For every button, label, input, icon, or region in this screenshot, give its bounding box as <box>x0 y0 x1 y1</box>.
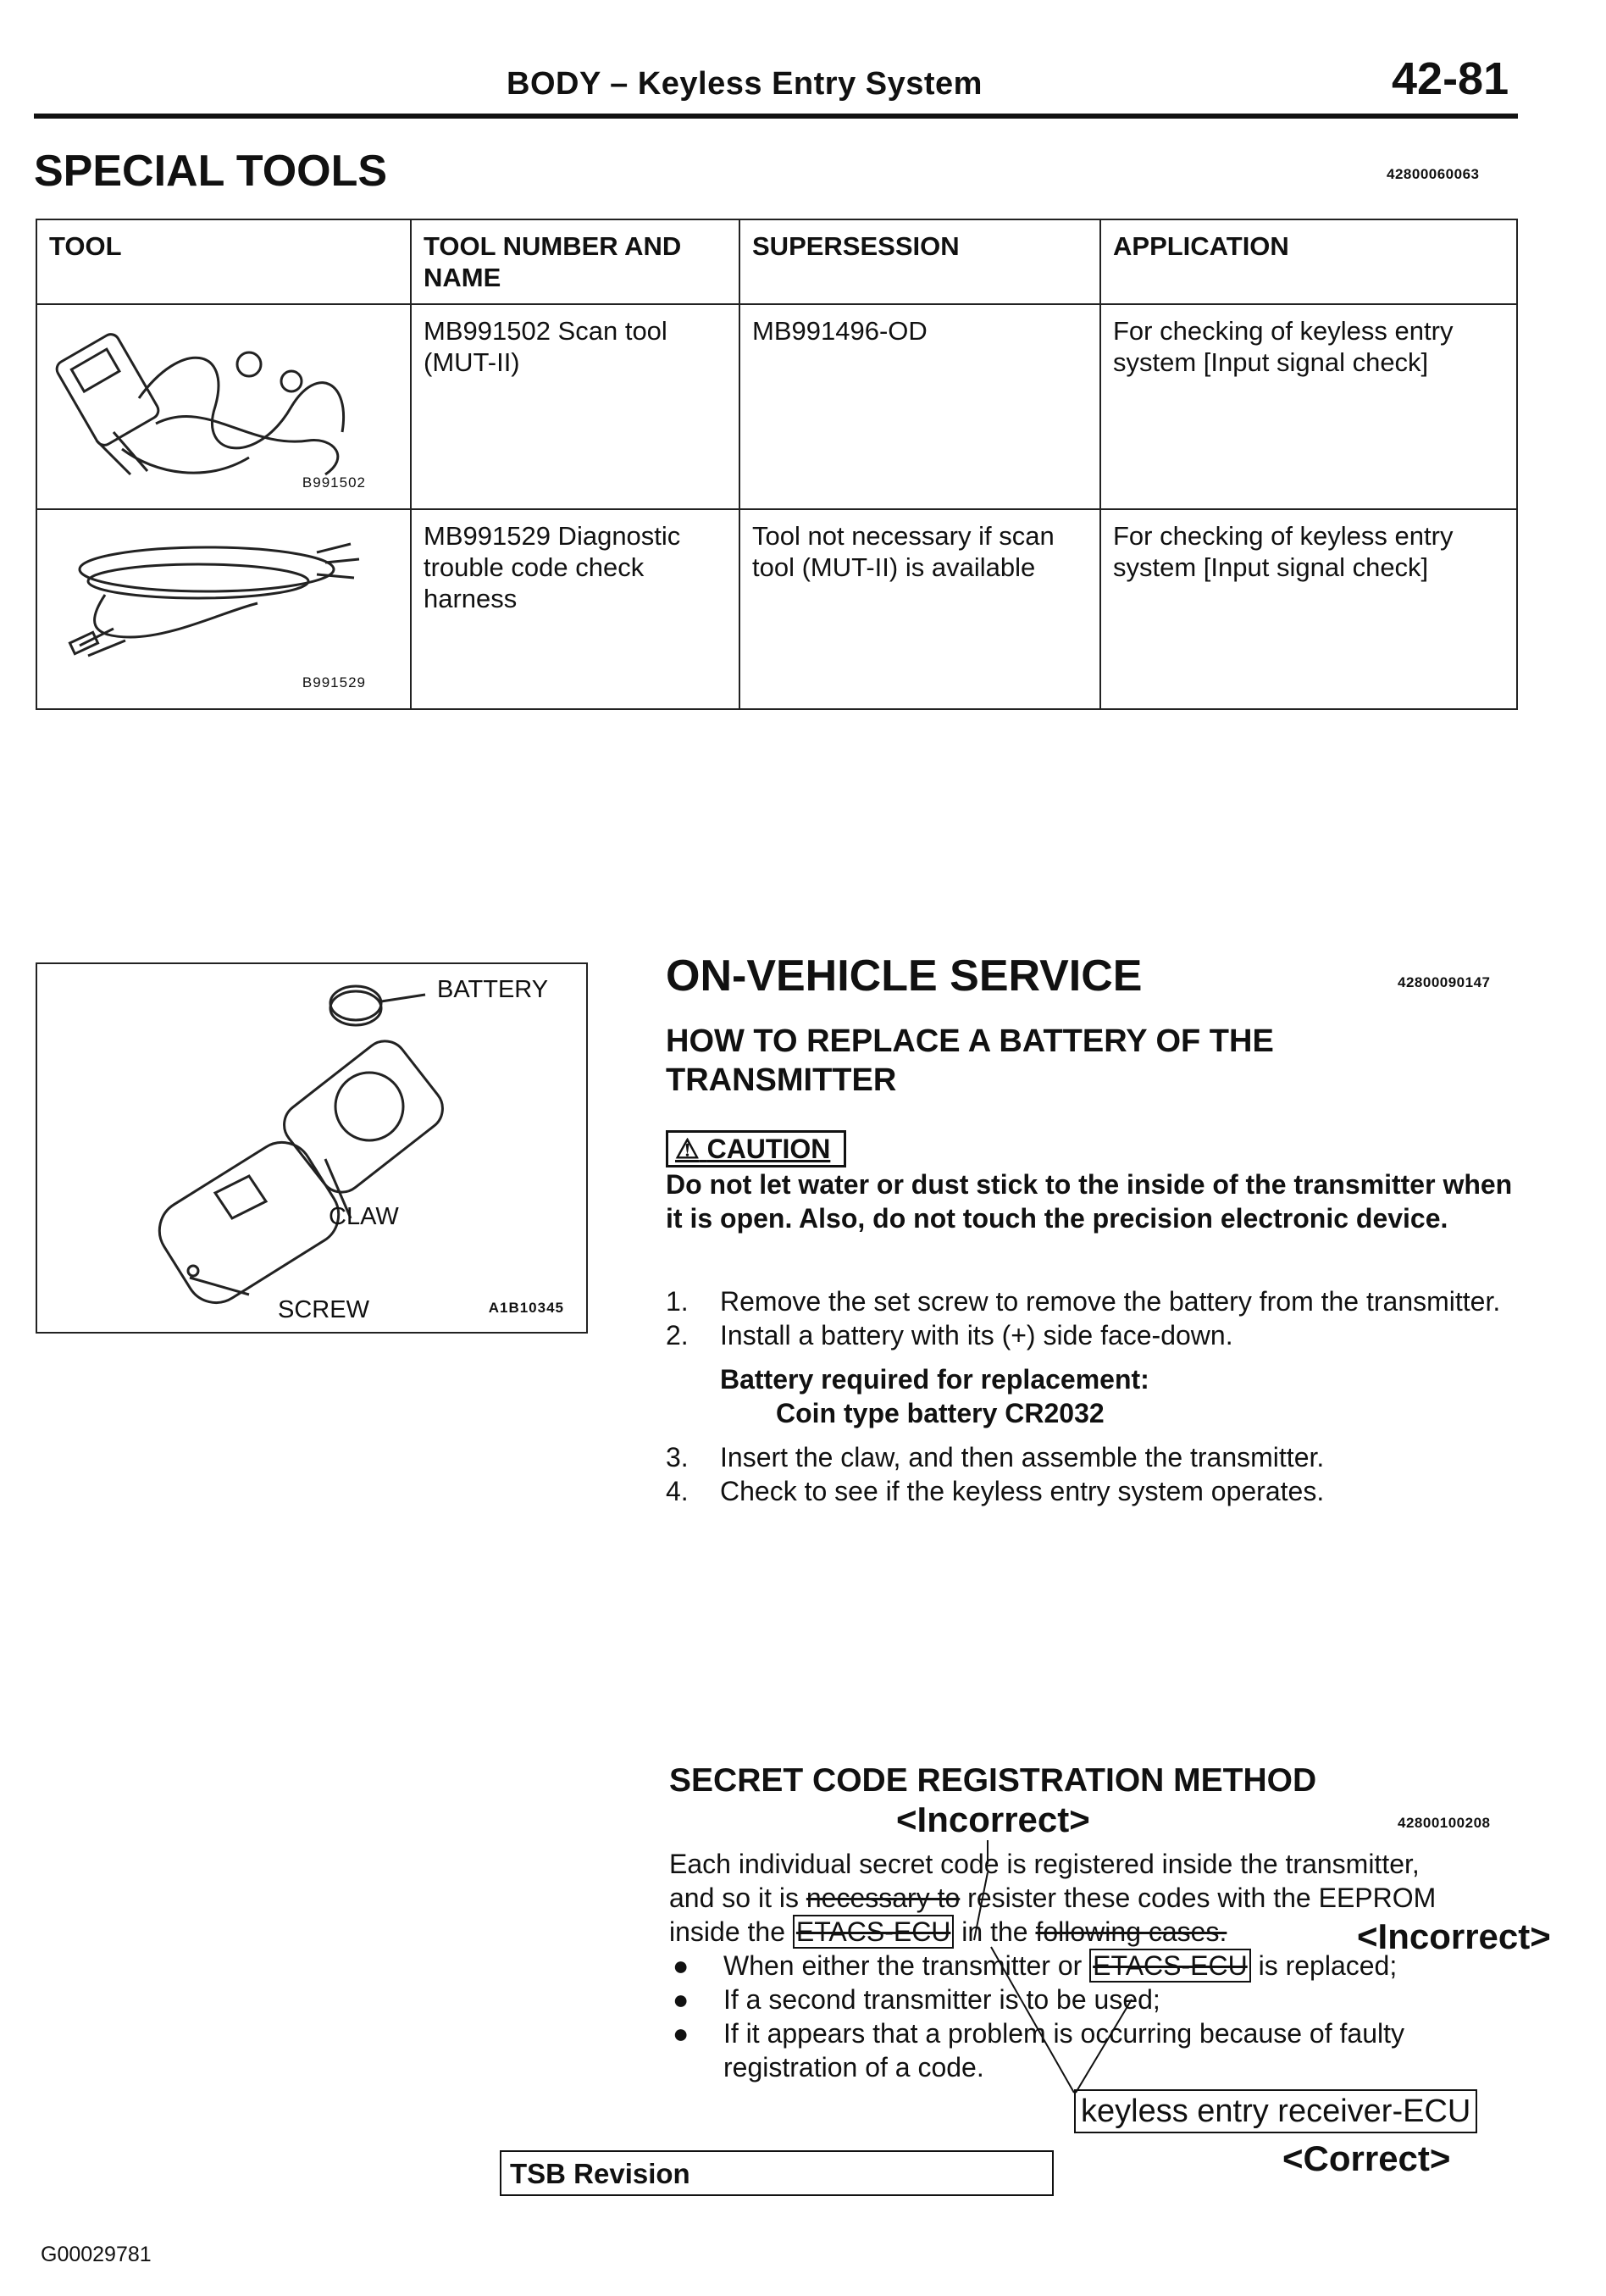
tool-number-name: MB991502 Scan tool (MUT-II) <box>411 304 739 509</box>
page-number: 42-81 <box>1392 53 1509 104</box>
document-id: G00029781 <box>41 2243 152 2266</box>
warning-triangle-icon: ⚠ <box>675 1134 700 1164</box>
list-item: 4. Check to see if the keyless entry system operates. <box>666 1476 1325 1506</box>
tool-image-caption: B991529 <box>302 674 366 690</box>
claw-label: CLAW <box>329 1203 399 1230</box>
tool-number-name: MB991529 Diagnostic trouble code check harness <box>411 509 739 709</box>
tool-supersession: MB991496-OD <box>739 304 1100 509</box>
col-header-number-name: TOOL NUMBER AND NAME <box>411 219 739 304</box>
list-item: ● If it appears that a problem is occurring because of faulty registration of a code. <box>673 2018 1404 2082</box>
list-item: 3. Insert the claw, and then assemble the transmitter. <box>666 1442 1325 1472</box>
col-header-application: APPLICATION <box>1100 219 1517 304</box>
list-item: ● When either the transmitter or ETACS-ECU is replaced; <box>673 1950 1398 1981</box>
list-item: ● If a second transmitter is to be used; <box>673 1984 1160 2015</box>
special-tools-title: SPECIAL TOOLS <box>34 147 388 196</box>
battery-requirement-label: Battery required for replacement: <box>720 1364 1149 1395</box>
battery-replace-subtitle: HOW TO REPLACE A BATTERY OF THE TRANSMITTER <box>666 1023 1274 1098</box>
annotation-correct: <Correct> <box>1282 2138 1451 2178</box>
correct-term-box: keyless entry receiver-ECU <box>1074 2089 1477 2133</box>
on-vehicle-title: ON-VEHICLE SERVICE <box>666 951 1143 1001</box>
tool-supersession: Tool not necessary if scan tool (MUT-II) is available <box>739 509 1100 709</box>
tool-application: For checking of keyless entry system [Input signal check] <box>1100 509 1517 709</box>
caution-label: CAUTION <box>706 1134 831 1164</box>
figure-caption: A1B10345 <box>488 1300 564 1316</box>
secret-code-title: SECRET CODE REGISTRATION METHOD <box>669 1762 1317 1799</box>
on-vehicle-code: 42800090147 <box>1398 974 1491 990</box>
annotation-incorrect-top: <Incorrect> <box>896 1800 1090 1839</box>
list-item: 2. Install a battery with its (+) side face-down. <box>666 1320 1233 1350</box>
battery-label: BATTERY <box>437 976 549 1003</box>
col-header-tool: TOOL <box>36 219 411 304</box>
caution-text: Do not let water or dust stick to the inside of the transmitter when it is open. Also, do not touch the precision electronic device. <box>666 1169 1513 1234</box>
tool-application: For checking of keyless entry system [Input signal check] <box>1100 304 1517 509</box>
secret-code-paragraph: Each individual secret code is registered inside the transmitter, and so it is necessary to resister these codes with the EEPROM inside the ETACS-ECU in the following cases. ● When either the transmitter or ETACS-ECU is replaced; ● If a second transmitter is to be used; ● If it appears that a problem is occurring because of faulty registration of a code. <box>669 1847 1525 2084</box>
tsb-revision-box: TSB Revision <box>500 2150 1054 2196</box>
special-tools-code: 42800060063 <box>1387 166 1480 182</box>
battery-requirement-value: Coin type battery CR2032 <box>776 1398 1105 1428</box>
screw-label: SCREW <box>278 1296 369 1323</box>
col-header-supersession: SUPERSESSION <box>739 219 1100 304</box>
annotation-incorrect-right: <Incorrect> <box>1357 1916 1551 1956</box>
running-header-title: BODY – Keyless Entry System <box>507 66 983 102</box>
list-item: 1. Remove the set screw to remove the battery from the transmitter. <box>666 1286 1501 1317</box>
secret-code-code: 42800100208 <box>1398 1815 1491 1831</box>
tool-image-caption: B991502 <box>302 474 366 491</box>
